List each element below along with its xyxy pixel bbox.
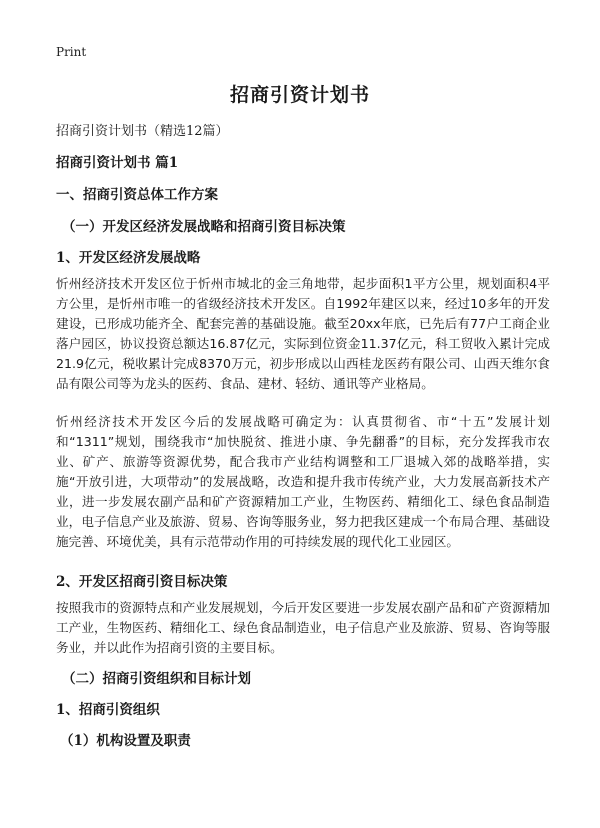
paragraph-2: 忻州经济技术开发区今后的发展战略可确定为：认真贯彻省、市“十五”发展计划和“1311”规划，围绕我市“加快脱贫、推进小康、争先翻番”的目标，充分发挥我市农业、矿产、旅游等资源优势，配合我市产业结构调整和工厂退城入郊的战略举措，实施“开放引进，大项带动”的发展战略，改造和提升我市传统产业，大力发展高新技术产业，进一步发展农副产品和矿产资源精加工产业，生物医药、精细化工、绿色食品制造业，电子信息产业及旅游、贸易、咨询等服务业，努力把我区建成一个布局合理、基础设施完善、环境优美，具有示范带动作用的可持续发展的现代化工业园区。 — [56, 414, 550, 549]
paragraph-1: 忻州经济技术开发区位于忻州市城北的金三角地带，起步面积1平方公里，规划面积4平方公里，是忻州市唯一的省级经济技术开发区。自1992年建区以来，经过10多年的开发建设，已形成功能齐全、配套完善的基础设施。截至20xx年底，已先后有77户工商企业落户园区，协议投资总额达16.87亿元，实际到位资金11.37亿元，科工贸收入累计完成21.9亿元，税收累计完成8370万元，初步形成以山西桂龙医药有限公司、山西天维尔食品有限公司等为龙头的医药、食品、建材、轻纺、通讯等产业格局。 — [56, 276, 550, 391]
item-heading-1: 1、开发区经济发展战略 — [56, 250, 201, 266]
document-subtitle: 招商引资计划书（精选12篇） — [56, 124, 229, 139]
section-heading-1: 一、招商引资总体工作方案 — [56, 187, 218, 203]
paragraph-3: 按照我市的资源特点和产业发展规划，今后开发区要进一步发展农副产品和矿产资源精加工产业，生物医药、精细化工、绿色食品制造业，电子信息产业及旅游、贸易、咨询等服务业，并以此作为招商引资的主要目标。 — [56, 600, 550, 655]
subsection-heading-2: （二）招商引资组织和目标计划 — [62, 671, 251, 687]
item-heading-3: 1、招商引资组织 — [56, 702, 160, 718]
item-heading-2: 2、开发区招商引资目标决策 — [56, 574, 228, 590]
print-link[interactable]: Print — [56, 45, 87, 59]
subsection-heading-1: （一）开发区经济发展战略和招商引资目标决策 — [62, 219, 346, 235]
chapter-heading: 招商引资计划书 篇1 — [56, 155, 179, 171]
document-title: 招商引资计划书 — [229, 84, 370, 106]
sub-item-heading-1: （1）机构设置及职责 — [60, 733, 191, 749]
